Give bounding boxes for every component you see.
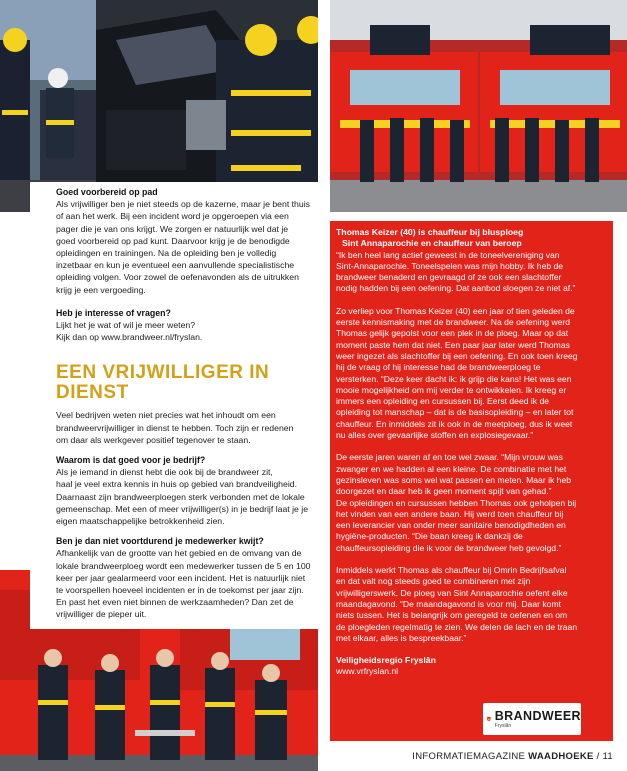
section-heading-interest: Heb je interesse of vragen? (56, 307, 171, 318)
text-line: haal je veel extra kennis in huis op gebied van brandveiligheid. (56, 479, 297, 490)
brandweer-logo (483, 703, 581, 735)
text-line: de ploegleden regelmatig te zien. We delen de lach en de traan (336, 621, 578, 632)
text-line: om daar als werkgever positief tegenover te staan. (56, 434, 251, 445)
section-heading-prepared: Goed voorbereid op pad (56, 187, 158, 197)
text-line: te voorspellen hoeveel incidenten er in de toekomst per jaar zijn. (56, 585, 304, 596)
photo-car-extraction (96, 0, 318, 212)
photo-crew-trucks (330, 0, 627, 212)
section-body-absence (56, 547, 312, 620)
story-paragraph-2 (336, 306, 603, 442)
text-line: De eerste jaren waren af en toe wel zwaar. “Mijn vrouw was (336, 452, 563, 463)
story-paragraph-1 (336, 250, 603, 295)
text-line: Als je iemand in dienst hebt die ook bij de brandweer zit, (56, 467, 273, 478)
text-line: eerste kennismaking met de brandweer. Na de oefening werd (336, 317, 571, 328)
section-heading-absence: Ben je dan niet voortdurend je medewerker kwijt? (56, 536, 264, 547)
footer-separator: / (596, 751, 600, 762)
text-line: vrijwilligerswerk. De ploeg van Sint Annaparochie oefent elke (336, 587, 568, 598)
text-line: keer per jaar gealarmeerd voor een incident. Het is natuurlijk niet (56, 572, 306, 583)
text-line: lokale brandweerploeg wordt een medewerker tussen de 5 en 100 (56, 560, 311, 571)
text-line: moment paste hem dat niet. Een paar jaar later werd Thomas (336, 339, 570, 350)
story-paragraph-4 (336, 565, 603, 644)
text-line: mooie mogelijkheid om mij verder te ontwikkelen. Ik kreeg er (336, 384, 567, 395)
text-line: met elkaar, alles is bespreekbaar.” (336, 632, 467, 643)
text-line: De opleidingen en cursussen hebben Thomas ook geholpen bij (336, 497, 577, 508)
logo-name: BRANDWEER (494, 708, 581, 723)
text-line: het vinden van een andere baan. Hij werd toen chauffeur bij (336, 508, 564, 519)
text-line: krijg je een vergoeding. (56, 284, 146, 295)
text-line: hygiëne-producten. “Die baan kreeg ik dankzij de (336, 531, 523, 542)
footer-region: WAADHOEKE (528, 751, 594, 762)
text-line: pager die je van ons krijgt. We zorgen er natuurlijk wel dat je (56, 223, 289, 234)
story-paragraph-3 (336, 452, 603, 554)
footer-magazine: INFORMATIEMAGAZINE (412, 751, 526, 762)
text-line: een leverancier van onder meer sanitaire benodigdheden en (336, 520, 566, 531)
story-url[interactable]: www.vrfryslan.nl (336, 666, 399, 677)
text-line: vrijwilliger de pieper uit. (56, 609, 147, 620)
text-line: Daarnaast zijn brandweerploegen sterk verbonden met de lokale (56, 491, 305, 502)
text-line: brandweervrijwilliger in dienst te hebben. Toch zijn er redenen (56, 422, 294, 433)
text-line: Zo verliep voor Thomas Keizer (40) een jaar of tien geleden de (336, 305, 575, 316)
text-line: Afhankelijk van de grootte van het gebied en de omvang van de (56, 548, 302, 559)
page-number: 11 (602, 751, 613, 762)
text-line: chauffeursopleiding die ik voor de brandweer heb gevolgd.” (336, 542, 562, 553)
photo-rescue-left (0, 0, 96, 212)
text-line: nu alles over gevaarlijke stoffen en explosiegevaar.” (336, 430, 534, 441)
text-line: Inmiddels werkt Thomas als chauffeur bij Omrin Bedrijfsafval (336, 565, 567, 576)
text-line: weer ingezet als slachtoffer bij een oefening. En ook toen kreeg (336, 350, 578, 361)
text-line: niets tussen. Het is belangrijk om geregeld te oefenen en om (336, 610, 568, 621)
text-line: en dat valt nog steeds goed te combineren met zijn (336, 576, 531, 587)
text-line: Als vrijwilliger ben je niet steeds op de kazerne, maar je bent thuis (56, 199, 310, 210)
text-line: eigen maatschappelijke betrokkenheid zien. (56, 516, 225, 527)
text-line: Thomas gelijk gepolst voor een plek in de ploeg. Maar op dat (336, 328, 569, 339)
left-text-column (30, 182, 318, 629)
story-heading (336, 227, 603, 250)
text-line: En past het even niet binnen de werkzaamheden? Dan zet de (56, 597, 294, 608)
text-line: Lijkt het je wat of wil je meer weten? (56, 320, 196, 331)
article-intro (56, 409, 312, 446)
text-line: maandagavond. “De maandagavond is voor mij. Daar komt (336, 598, 561, 609)
text-line: Sint Annaparochie en chauffeur van beroep (342, 238, 522, 249)
text-line: inzetbaar en kun je eventueel een aanvullende specialistische (56, 260, 295, 271)
section-body-interest (56, 319, 312, 343)
text-line: gemeenschap. Met een of meer vrijwilliger(s) in je bedrijf laat je je (56, 503, 309, 514)
text-line: opleiding tot manschap – dat is de basisopleiding – en later tot (336, 407, 574, 418)
text-line: immers een opleiding en cursussen bij. Eerst deed ik de (336, 396, 550, 407)
text-line: goed voorbereid op pad kunt. Daarvoor krijg je de benodigde (56, 235, 290, 246)
text-line: hij de vraag of hij interesse had de brandweerploeg te (336, 362, 541, 373)
text-line: Sint-Annaparochie. Toneelspelen was mijn hobby. Ik heb de (336, 260, 564, 271)
story-box (330, 221, 613, 741)
text-line[interactable]: Kijk dan op www.brandweer.nl/fryslan. (56, 332, 203, 343)
page-footer (412, 751, 613, 762)
section-body-why (56, 466, 312, 527)
section-heading-why: Waarom is dat goed voor je bedrijf? (56, 455, 206, 466)
text-line: “Ik ben heel lang actief geweest in de toneelvereniging van (336, 249, 560, 260)
text-line: doorgezet en daar heb ik geen moment spijt van gehad.” (336, 486, 552, 497)
text-line: versterken. “Deze keer dacht ik: ik grijp die kans! Het was een (336, 373, 572, 384)
logo-sub: Fryslân (494, 722, 512, 729)
section-body-prepared (56, 198, 312, 296)
story-signature: Veiligheidsregio Fryslân (336, 655, 436, 666)
text-line: of aan het werk. Bij een incident word je opgeroepen via een (56, 211, 289, 222)
text-line: gezinsleven was soms wel wat passen en meten. Maar ik heb (336, 474, 572, 485)
article-title: EEN VRIJWILLIGER IN DIENST (56, 362, 270, 404)
text-line: nodig hadden bij een oefening. Dat aanbod sloegen ze niet af.” (336, 283, 576, 294)
text-line: Veel bedrijven weten niet precies wat het inhoudt om een (56, 410, 276, 421)
text-line: zwanger en we hadden al een kleine. De combinatie met het (336, 463, 567, 474)
text-line: Thomas Keizer (40) is chauffeur bij blusploeg (336, 227, 524, 237)
text-line: chauffeur. En inmiddels zit ik ook in de meetploeg, dus ik weet (336, 418, 573, 429)
text-line: opleiding volgen. Voor zowel de oefenavonden als de uitrukken (56, 272, 299, 283)
text-line: brandweer benaderd en gevraagd of ze ook een slachtoffer (336, 272, 562, 283)
text-line: opleidingen en trainingen. Na de opleiding ben je volledig (56, 248, 277, 259)
